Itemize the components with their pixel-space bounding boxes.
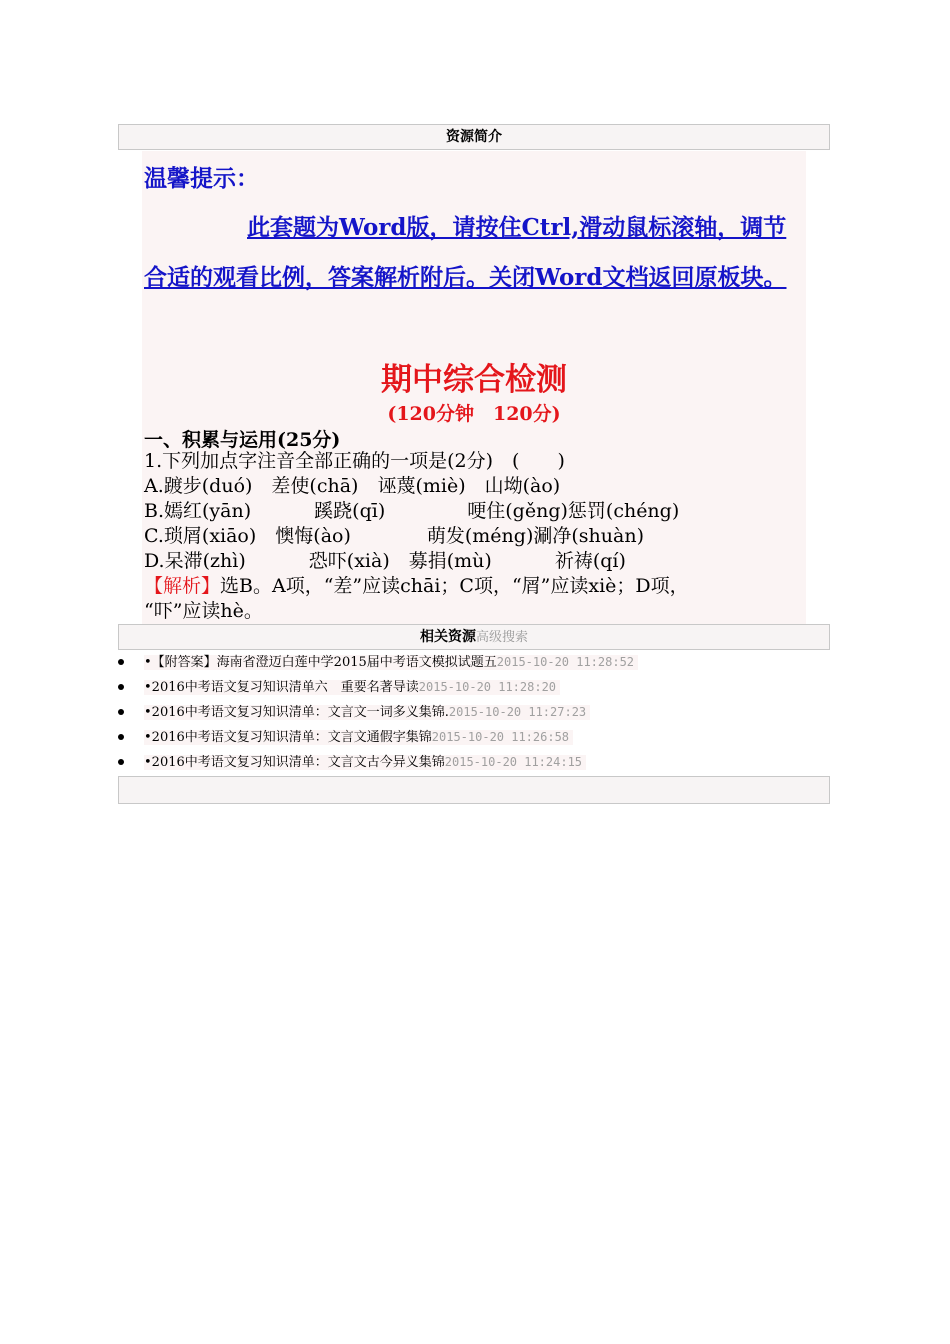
bullet-icon [118,709,124,715]
related-date: 2015-10-20 11:24:15 [444,755,583,769]
intro-header-bar [118,124,830,150]
bullet-icon [118,659,124,665]
analysis-text-continued: “吓”应读hè。 [144,600,263,622]
related-date: 2015-10-20 11:28:20 [418,680,557,694]
list-item[interactable] [118,675,830,700]
related-header-title: 相关资源 [419,629,476,645]
notice-title: 温馨提示： [144,165,259,192]
list-item[interactable] [118,700,830,725]
option-a: A.踱步(duó) 差使(chā) 诬蔑(miè) 山坳(ào) [144,475,561,497]
option-b: B.嫣红(yān) 蹊跷(qī) 哽住(gěng)惩罚(chéng) [144,500,680,522]
option-d: D.呆滞(zhì) 恐吓(xià) 募捐(mù) 祈祷(qí) [144,550,626,572]
analysis-label: 【解析】 [144,575,221,597]
advanced-search-link[interactable]: 高级搜索 [475,630,528,645]
section-heading: 一、积累与运用(25分) [144,429,341,451]
related-date: 2015-10-20 11:28:52 [496,655,635,669]
bullet-icon [118,734,124,740]
list-item[interactable] [118,725,830,750]
related-list [118,650,830,775]
question-text: 1.下列加点字注音全部正确的一项是(2分) ( ) [144,450,565,472]
notice-link[interactable]: 此套题为Word版，请按住Ctrl,滑动鼠标滚轴，调节合适的观看比例，答案解析附后。关闭Word文档返回原板块。 [144,214,787,291]
related-title[interactable]: •2016中考语文复习知识清单六 重要名著导读 [144,680,419,695]
related-title[interactable]: •2016中考语文复习知识清单：文言文通假字集锦 [144,730,432,745]
list-item[interactable] [118,750,830,775]
intro-header-title: 资源简介 [446,129,502,145]
option-c: C.琐屑(xiāo) 懊悔(ào) 萌发(méng)涮净(shuàn) [144,525,644,547]
analysis-line [144,574,689,599]
bullet-icon [118,759,124,765]
exam-subtitle: (120分钟 120分) [387,403,561,425]
related-date: 2015-10-20 11:27:23 [448,705,587,719]
list-item[interactable] [118,650,830,675]
analysis-text: 选B。A项，“差”应读chāi；C项，“屑”应读xiè；D项， [220,575,689,597]
bullet-icon [118,684,124,690]
related-title[interactable]: •2016中考语文复习知识清单：文言文一词多义集锦. [144,705,449,720]
footer-bar [118,776,830,804]
related-date: 2015-10-20 11:26:58 [431,730,570,744]
related-header-bar [118,624,830,650]
related-title[interactable]: •【附答案】海南省澄迈白莲中学2015届中考语文模拟试题五 [144,655,497,670]
related-title[interactable]: •2016中考语文复习知识清单：文言文古今异义集锦 [144,755,445,770]
exam-title: 期中综合检测 [381,362,567,398]
